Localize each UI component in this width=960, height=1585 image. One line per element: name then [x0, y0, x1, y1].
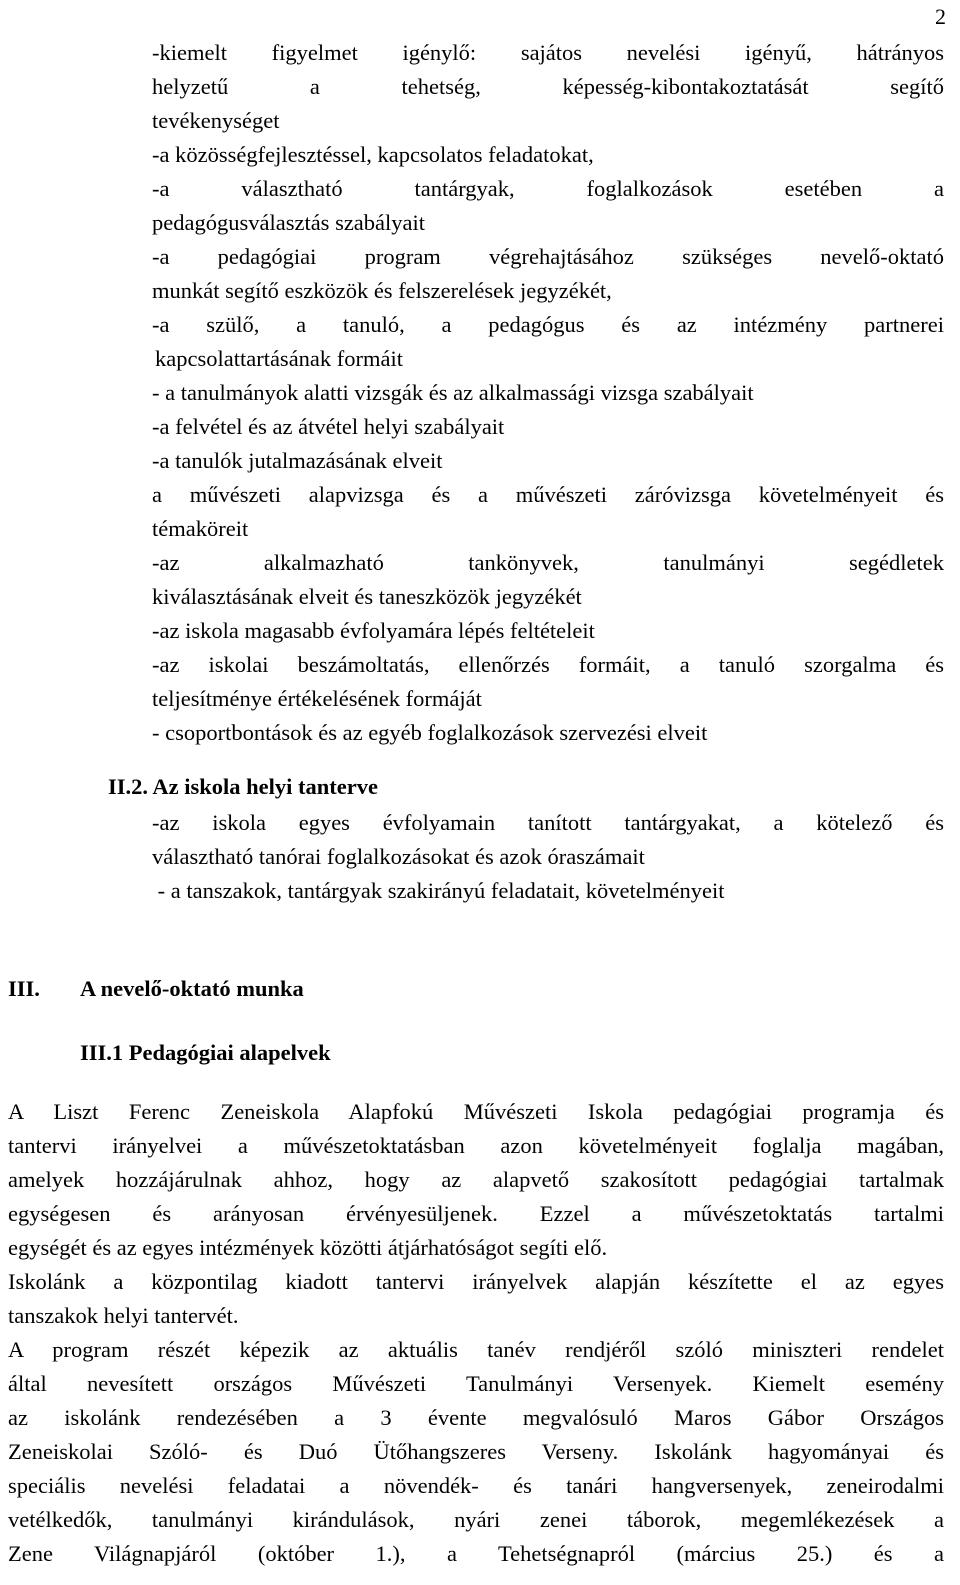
- list-item: - a tanulmányok alatti vizsgák és az alkalmassági vizsga szabályait: [152, 380, 754, 405]
- list-item: -a felvétel és az átvétel helyi szabályait: [152, 414, 505, 439]
- section-number-iii: III.: [8, 976, 40, 1001]
- list-item: -a közösségfejlesztéssel, kapcsolatos feladatokat,: [152, 142, 594, 167]
- list-item: munkát segítő eszközök és felszerelések jegyzékét,: [152, 278, 612, 303]
- paragraph-line: tanszakok helyi tantervét.: [8, 1303, 239, 1328]
- list-item: kapcsolattartásának formáit: [155, 346, 404, 371]
- list-item: -a tanulók jutalmazásának elveit: [152, 448, 443, 473]
- list-item: - a tanszakok, tantárgyak szakirányú feladatait, követelményeit: [152, 878, 725, 903]
- list-item: kiválasztásának elveit és taneszközök jegyzékét: [152, 584, 582, 609]
- paragraph-line: egységét és az egyes intézmények közötti átjárhatóságot segíti elő.: [8, 1235, 608, 1260]
- paragraph-line: Iskolánk a központilag kiadott tantervi irányelvek alapján készítette el az egyes: [8, 1269, 944, 1294]
- list-item: helyzetű a tehetség, képesség-kibontakoztatását segítő: [152, 74, 944, 99]
- paragraph-line: A Liszt Ferenc Zeneiskola Alapfokú Művészeti Iskola pedagógiai programja és: [8, 1099, 944, 1124]
- list-item: teljesítménye értékelésének formáját: [152, 686, 482, 711]
- list-item: a művészeti alapvizsga és a művészeti záróvizsga követelményeit és: [152, 482, 944, 507]
- list-item: -az iskola magasabb évfolyamára lépés feltételeit: [152, 618, 595, 643]
- list-item: pedagógusválasztás szabályait: [152, 210, 426, 235]
- list-item: tevékenységet: [152, 108, 280, 133]
- paragraph-line: tantervi irányelvei a művészetoktatásban azon követelményeit foglalja magában,: [8, 1133, 944, 1158]
- paragraph-line: Zeneiskolai Szóló- és Duó Ütőhangszeres Verseny. Iskolánk hagyományai és: [8, 1439, 944, 1464]
- list-item: témaköreit: [152, 516, 249, 541]
- paragraph-line: az iskolánk rendezésében a 3 évente megvalósuló Maros Gábor Országos: [8, 1405, 944, 1430]
- list-item: -a szülő, a tanuló, a pedagógus és az intézmény partnerei: [152, 312, 944, 337]
- page-number: 2: [935, 4, 946, 29]
- list-item: - csoportbontások és az egyéb foglalkozások szervezési elveit: [152, 720, 708, 745]
- paragraph-line: amelyek hozzájárulnak ahhoz, hogy az alapvető szakosított pedagógiai tartalmak: [8, 1167, 944, 1192]
- section-heading-iii1: III.1 Pedagógiai alapelvek: [80, 1040, 331, 1065]
- paragraph-line: speciális nevelési feladatai a növendék- és tanári hangversenyek, zeneirodalmi: [8, 1473, 944, 1498]
- section-heading-iii: A nevelő-oktató munka: [80, 976, 304, 1001]
- list-item: -kiemelt figyelmet igénylő: sajátos nevelési igényű, hátrányos: [152, 40, 944, 65]
- paragraph-line: által nevesített országos Művészeti Tanulmányi Versenyek. Kiemelt esemény: [8, 1371, 944, 1396]
- list-item: -a pedagógiai program végrehajtásához szükséges nevelő-oktató: [152, 244, 944, 269]
- list-item: választható tanórai foglalkozásokat és azok óraszámait: [152, 844, 645, 869]
- list-item: -az alkalmazható tankönyvek, tanulmányi segédletek: [152, 550, 944, 575]
- paragraph-line: vetélkedők, tanulmányi kirándulások, nyári zenei táborok, megemlékezések a: [8, 1507, 944, 1532]
- paragraph-line: A program részét képezik az aktuális tanév rendjéről szóló miniszteri rendelet: [8, 1337, 944, 1362]
- list-item: -a választható tantárgyak, foglalkozások esetében a: [152, 176, 944, 201]
- list-item: -az iskola egyes évfolyamain tanított tantárgyakat, a kötelező és: [152, 810, 944, 835]
- paragraph-line: egységesen és arányosan érvényesüljenek. Ezzel a művészetoktatás tartalmi: [8, 1201, 944, 1226]
- section-heading-ii2: II.2. Az iskola helyi tanterve: [108, 774, 378, 799]
- list-item: -az iskolai beszámoltatás, ellenőrzés formáit, a tanuló szorgalma és: [152, 652, 944, 677]
- paragraph-line: Zene Világnapjáról (október 1.), a Tehetségnapról (március 25.) és a: [8, 1541, 944, 1566]
